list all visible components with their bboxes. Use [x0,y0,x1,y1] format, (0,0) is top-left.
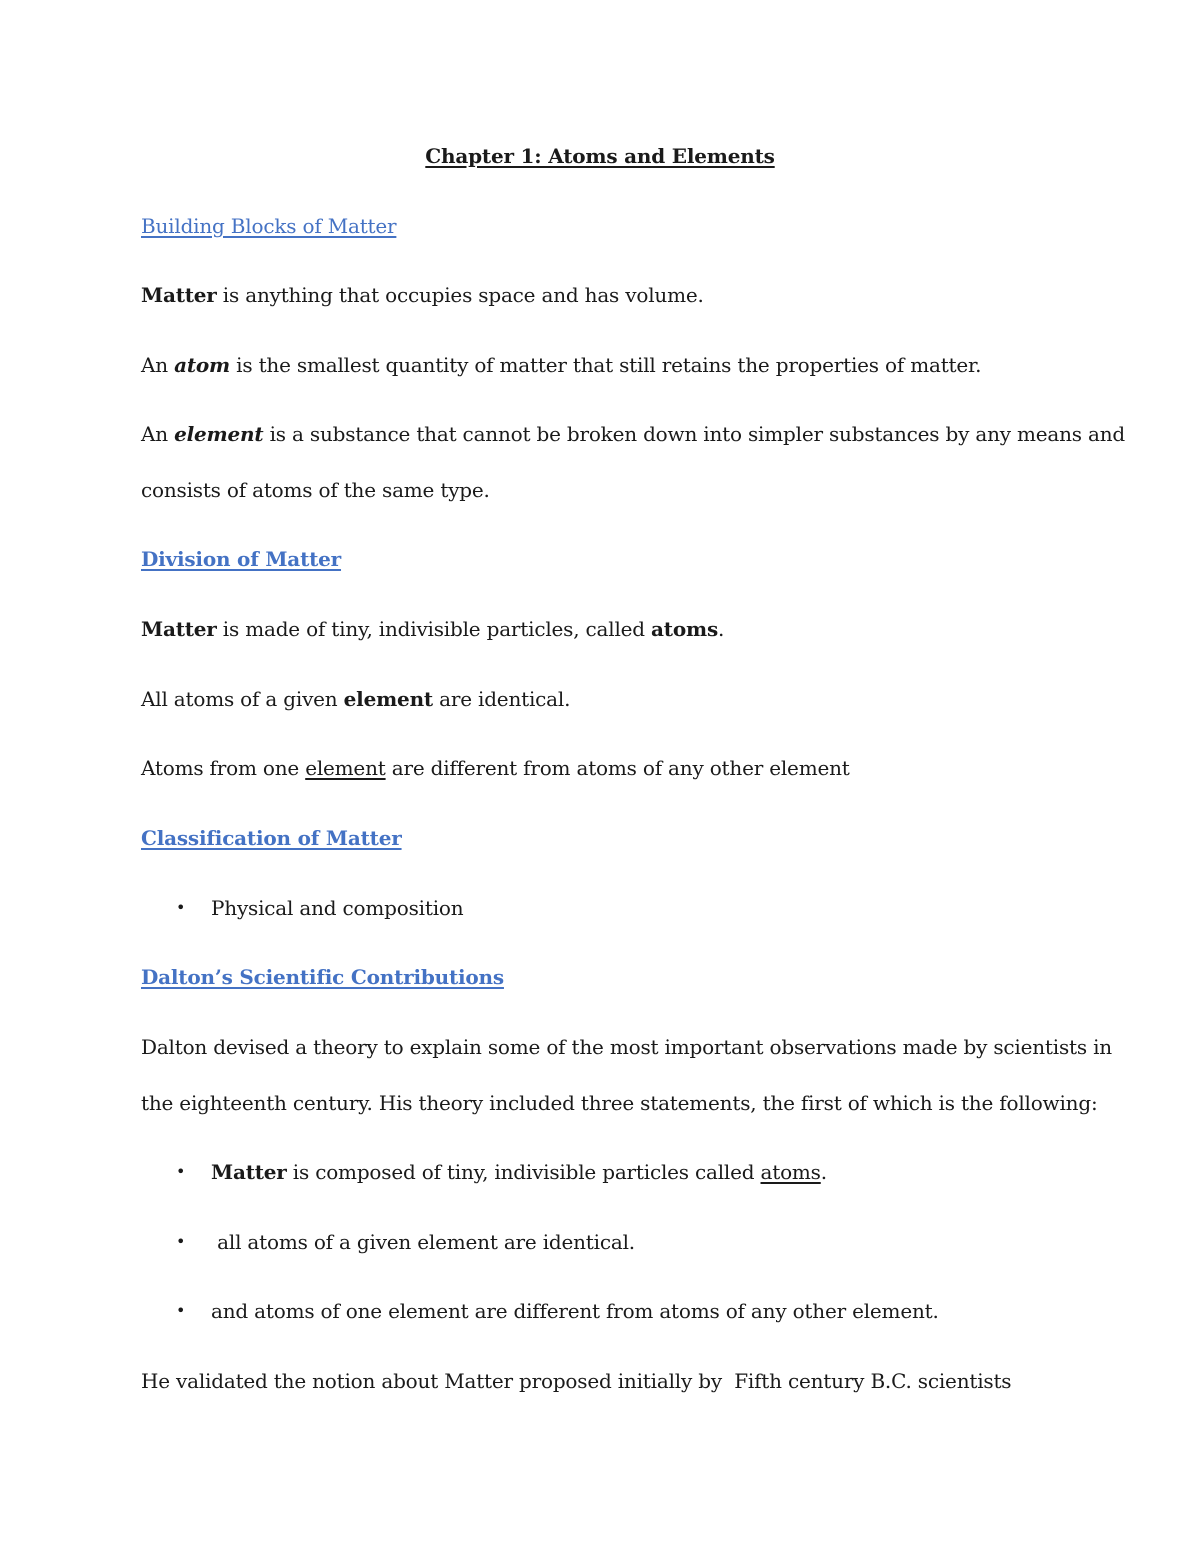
paragraph-matter-atoms [141,615,724,643]
paragraph-text: An [141,353,175,377]
section-heading-building-blocks: Building Blocks of Matter [141,214,397,238]
list-item [211,1158,827,1186]
paragraph-text: Atoms from one [141,756,306,780]
paragraph-identical-atoms [141,685,570,713]
page-title: Chapter 1: Atoms and Elements [425,144,775,168]
list-item: Physical and composition [211,896,464,920]
term-element: element [174,422,264,446]
paragraph-text: are different from atoms of any other element [385,756,850,780]
paragraph-dalton-intro-cont: the eighteenth century. His theory included three statements, the first of which is the following: [141,1091,1098,1115]
section-heading-dalton: Dalton’s Scientific Contributions [141,965,504,989]
paragraph-text: is the smallest quantity of matter that still retains the properties of matter. [230,353,982,377]
paragraph-dalton-closing: He validated the notion about Matter proposed initially by Fifth century B.C. scientists [141,1369,1012,1393]
term-atoms: atoms [760,1160,821,1184]
bullet-symbol: • [176,1301,186,1320]
paragraph-dalton-intro: Dalton devised a theory to explain some of the most important observations made by scientists in [141,1035,1112,1059]
term-matter: Matter [211,1160,287,1184]
paragraph-element-definition [141,420,1125,448]
paragraph-text: is a substance that cannot be broken down into simpler substances by any means and [263,422,1126,446]
bullet-symbol: • [176,1162,186,1181]
term-atoms: atoms [651,617,719,641]
paragraph-different-atoms [141,754,850,782]
paragraph-atom-definition [141,351,981,379]
term-element: element [343,687,433,711]
paragraph-text: is anything that occupies space and has volume. [216,283,704,307]
term-matter: Matter [141,617,217,641]
section-heading-division: Division of Matter [141,547,342,571]
paragraph-text: An [141,422,175,446]
paragraph-element-definition-cont: consists of atoms of the same type. [141,478,490,502]
paragraph-text: is composed of tiny, indivisible particles called [286,1160,761,1184]
paragraph-text: . [820,1160,827,1184]
term-element: element [305,756,386,780]
term-atom: atom [174,353,230,377]
bullet-symbol: • [176,898,186,917]
paragraph-matter-definition [141,281,704,309]
section-heading-classification: Classification of Matter [141,826,402,850]
term-matter: Matter [141,283,217,307]
bullet-symbol: • [176,1232,186,1251]
paragraph-text: are identical. [432,687,571,711]
list-item: and atoms of one element are different from atoms of any other element. [211,1299,939,1323]
list-item: all atoms of a given element are identical. [211,1230,635,1254]
paragraph-text: All atoms of a given [141,687,344,711]
paragraph-text: is made of tiny, indivisible particles, called [216,617,652,641]
paragraph-text: . [718,617,725,641]
